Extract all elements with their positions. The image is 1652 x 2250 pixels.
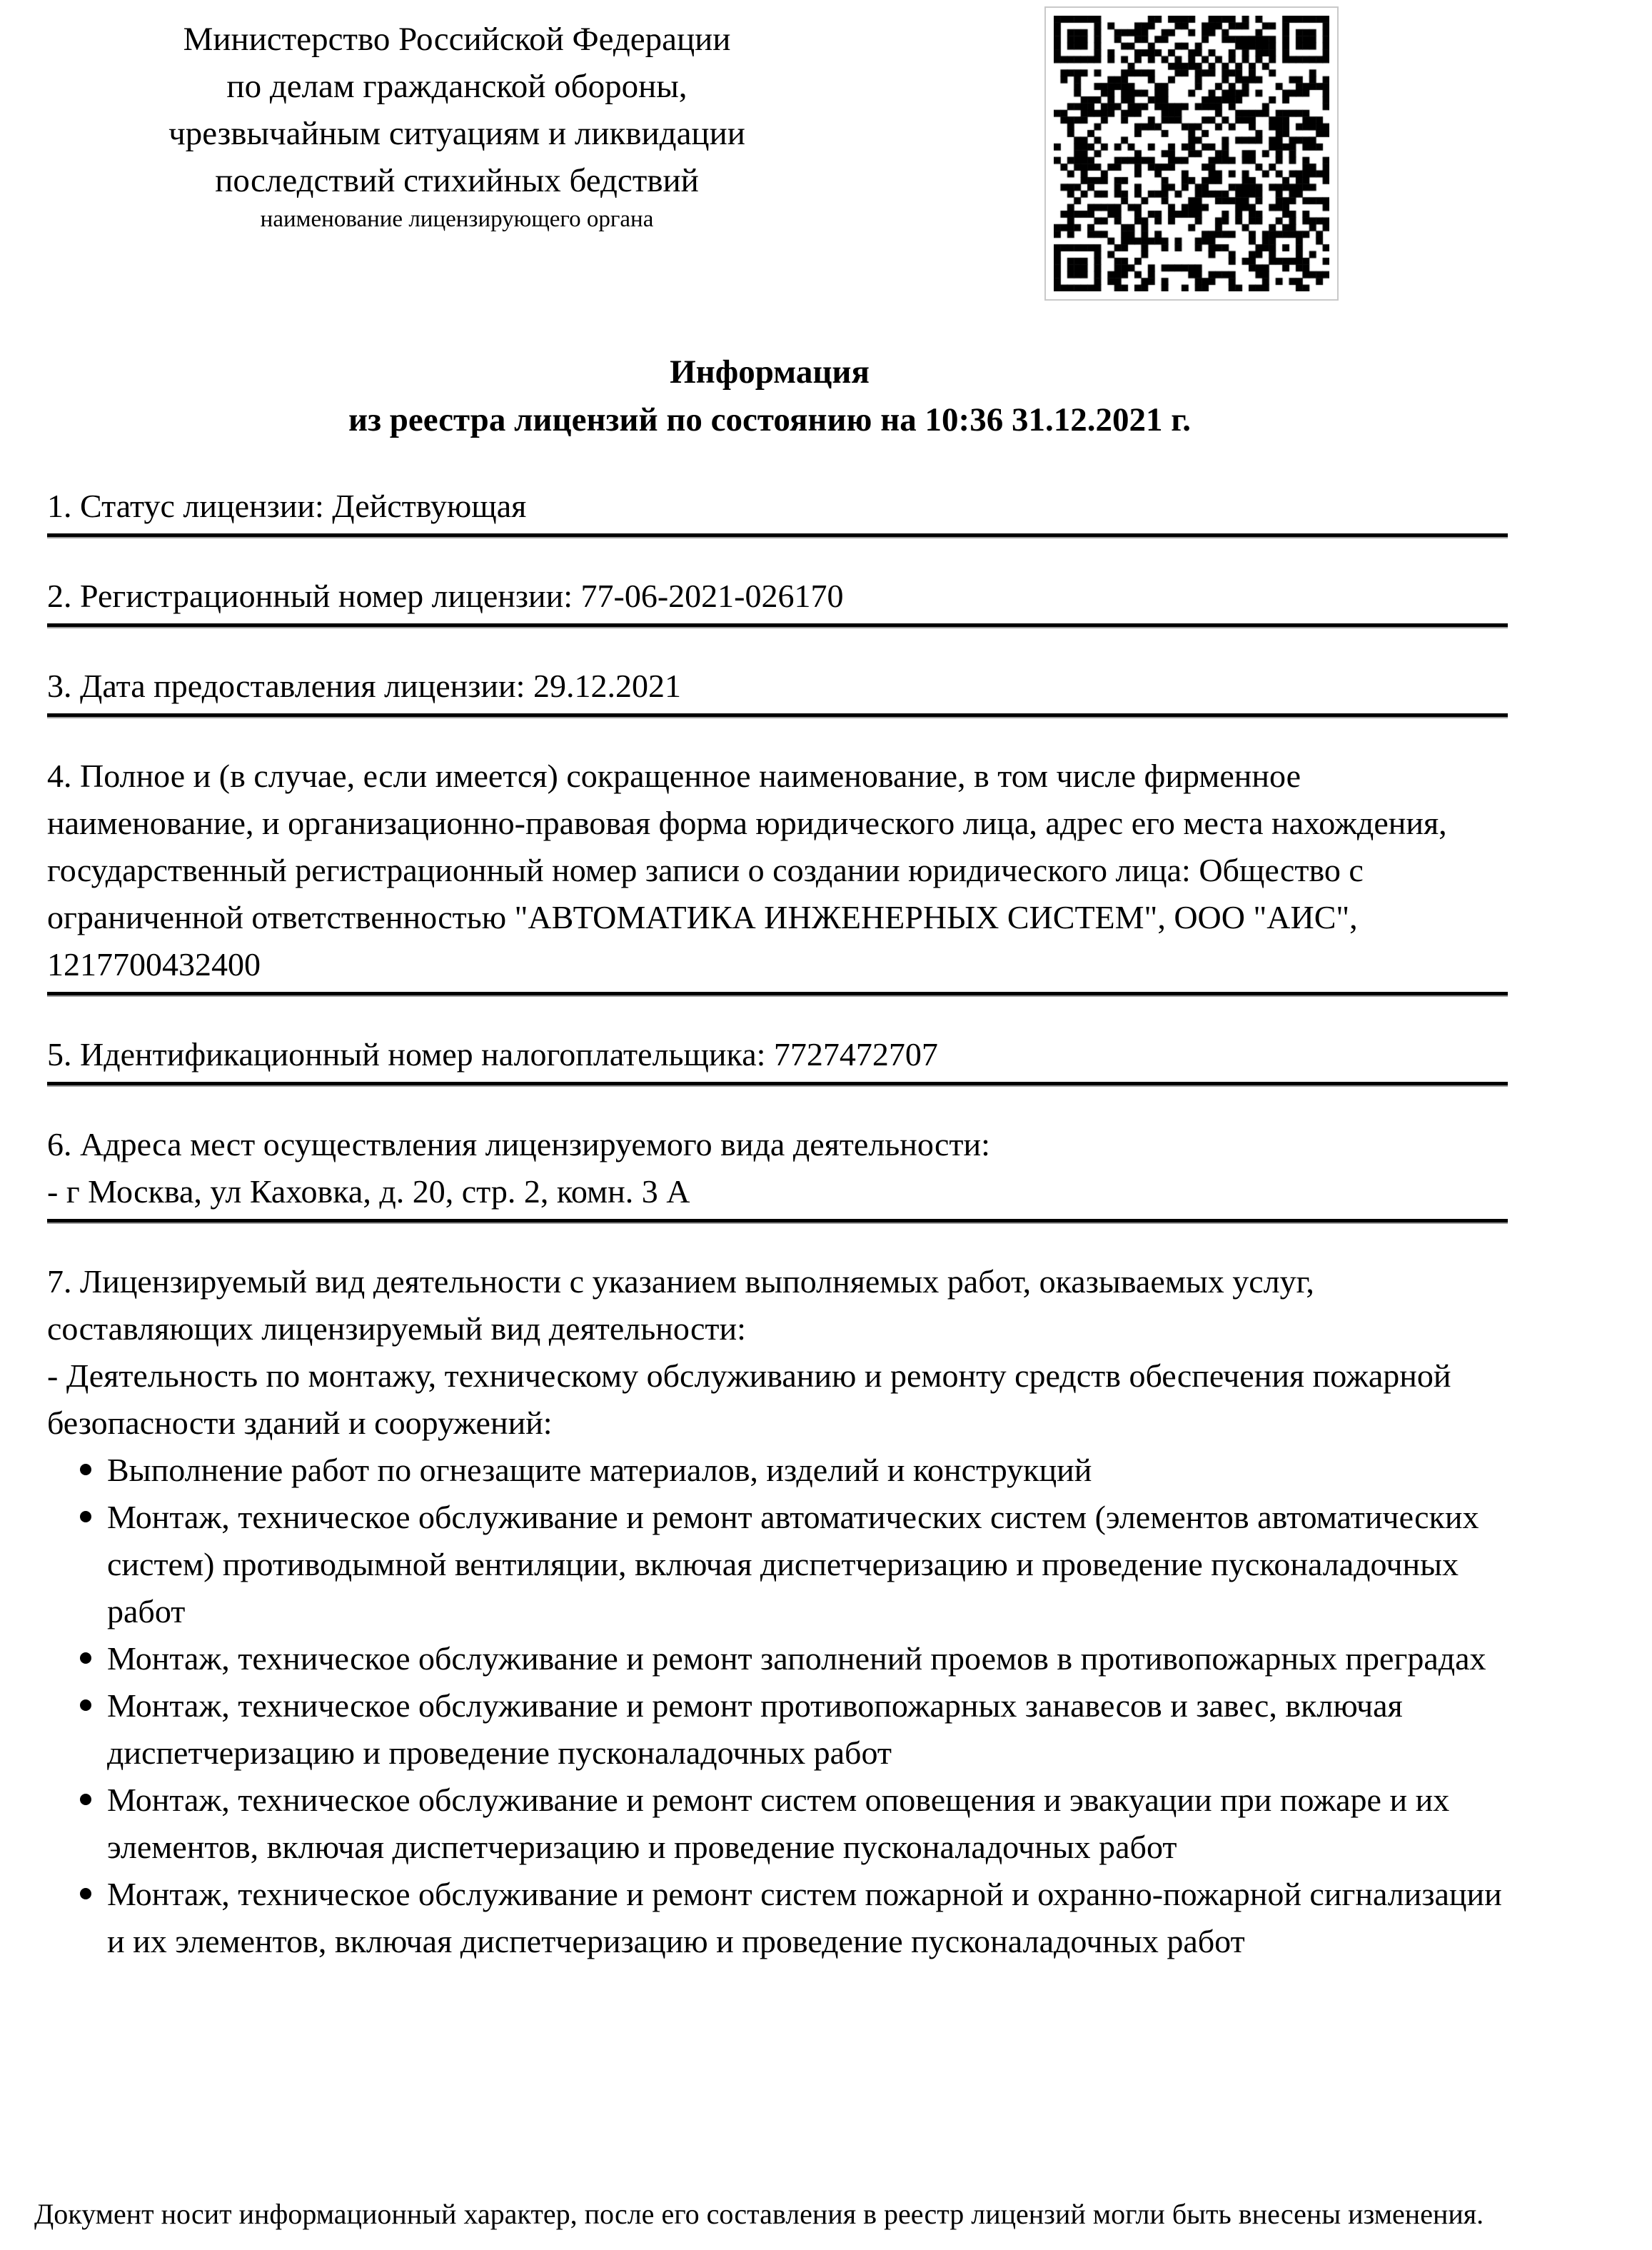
field-license-status-text: 1. Статус лицензии: Действующая xyxy=(47,488,527,524)
field-activity-addresses-label: 6. Адреса мест осуществления лицензируемого вида деятельности: xyxy=(47,1126,990,1162)
org-caption: наименование лицензирующего органа xyxy=(260,206,654,232)
work-item-text: Монтаж, техническое обслуживание и ремонт систем пожарной и охранно-пожарной сигнализации и их элементов, включая диспетчеризацию и проведение пусконаладочных работ xyxy=(107,1876,1502,1959)
bullet-icon xyxy=(80,1652,91,1664)
org-name-line-2: по делам гражданской обороны, xyxy=(226,68,688,105)
org-name-line-4: последствий стихийных бедствий xyxy=(215,162,699,199)
field-underline xyxy=(47,992,1508,997)
work-list-item xyxy=(47,1494,1508,1635)
field-activity-addresses-value: - г Москва, ул Каховка, д. 20, стр. 2, комн. 3 А xyxy=(47,1173,690,1210)
licensed-activity-type: - Деятельность по монтажу, техническому обслуживанию и ремонту средств обеспечения пожарной безопасности зданий и сооружений: xyxy=(47,1357,1451,1441)
field-license-date-text: 3. Дата предоставления лицензии: 29.12.2021 xyxy=(47,668,681,704)
field-taxpayer-number xyxy=(47,1031,1508,1087)
field-activity-addresses xyxy=(47,1121,1508,1224)
licensing-authority-header xyxy=(50,16,864,234)
footer-note: Документ носит информационный характер, после его составления в реестр лицензий могли быть внесены изменения. xyxy=(34,2198,1484,2230)
bullet-icon xyxy=(80,1464,91,1475)
work-list-item xyxy=(47,1635,1508,1682)
work-item-text: Выполнение работ по огнезащите материалов, изделий и конструкций xyxy=(107,1452,1092,1488)
bullet-icon xyxy=(80,1511,91,1522)
field-underline xyxy=(47,1082,1508,1087)
work-list-item xyxy=(47,1777,1508,1871)
bullet-icon xyxy=(80,1699,91,1711)
field-license-status xyxy=(47,483,1508,538)
qr-code-image xyxy=(1054,16,1329,291)
field-underline xyxy=(47,533,1508,538)
field-registration-number-text: 2. Регистрационный номер лицензии: 77-06-2021-026170 xyxy=(47,578,844,614)
work-list-item xyxy=(47,1447,1508,1494)
work-item-text: Монтаж, техническое обслуживание и ремонт заполнений проемов в противопожарных преградах xyxy=(107,1640,1486,1677)
org-name-line-3: чрезвычайным ситуациям и ликвидации xyxy=(168,115,745,152)
qr-code xyxy=(1044,6,1339,301)
work-item-text: Монтаж, техническое обслуживание и ремонт противопожарных занавесов и завес, включая диспетчеризацию и проведение пусконаладочных работ xyxy=(107,1687,1403,1771)
document-title xyxy=(47,348,1492,444)
section-licensed-activity xyxy=(47,1258,1508,1965)
field-underline xyxy=(47,1219,1508,1224)
bullet-icon xyxy=(80,1888,91,1899)
work-item-text: Монтаж, техническое обслуживание и ремонт систем оповещения и эвакуации при пожаре и их элементов, включая диспетчеризацию и проведение пусконаладочных работ xyxy=(107,1782,1450,1865)
field-taxpayer-number-text: 5. Идентификационный номер налогоплательщика: 7727472707 xyxy=(47,1036,938,1073)
works-list xyxy=(47,1447,1508,1965)
bullet-icon xyxy=(80,1794,91,1805)
document-body xyxy=(47,483,1508,1965)
work-list-item xyxy=(47,1682,1508,1777)
field-registration-number xyxy=(47,573,1508,628)
org-name-line-1: Министерство Российской Федерации xyxy=(183,21,731,58)
work-item-text: Монтаж, техническое обслуживание и ремонт автоматических систем (элементов автоматических систем) противодымной вентиляции, включая диспетчеризацию и проведение пусконаладочных работ xyxy=(107,1499,1479,1629)
work-list-item xyxy=(47,1871,1508,1965)
licensed-activity-intro: 7. Лицензируемый вид деятельности с указанием выполняемых работ, оказываемых услуг, составляющих лицензируемый вид деятельности: xyxy=(47,1263,1314,1347)
field-underline xyxy=(47,623,1508,628)
field-underline xyxy=(47,713,1508,718)
field-license-date xyxy=(47,663,1508,718)
field-legal-entity-name xyxy=(47,753,1508,997)
document-title-line-1: Информация xyxy=(670,353,870,391)
field-legal-entity-name-text: 4. Полное и (в случае, если имеется) сокращенное наименование, в том числе фирменное наименование, и организационно-правовая форма юридического лица, адрес его места нахождения, государственный регистрационный номер записи о создании юридического лица: Общество с ограниченной ответственностью "АВТОМАТИКА ИНЖЕНЕРНЫХ СИСТЕМ", ООО "АИС", 1217700432400 xyxy=(47,758,1447,983)
document-title-line-2: из реестра лицензий по состоянию на 10:36 31.12.2021 г. xyxy=(348,401,1191,438)
